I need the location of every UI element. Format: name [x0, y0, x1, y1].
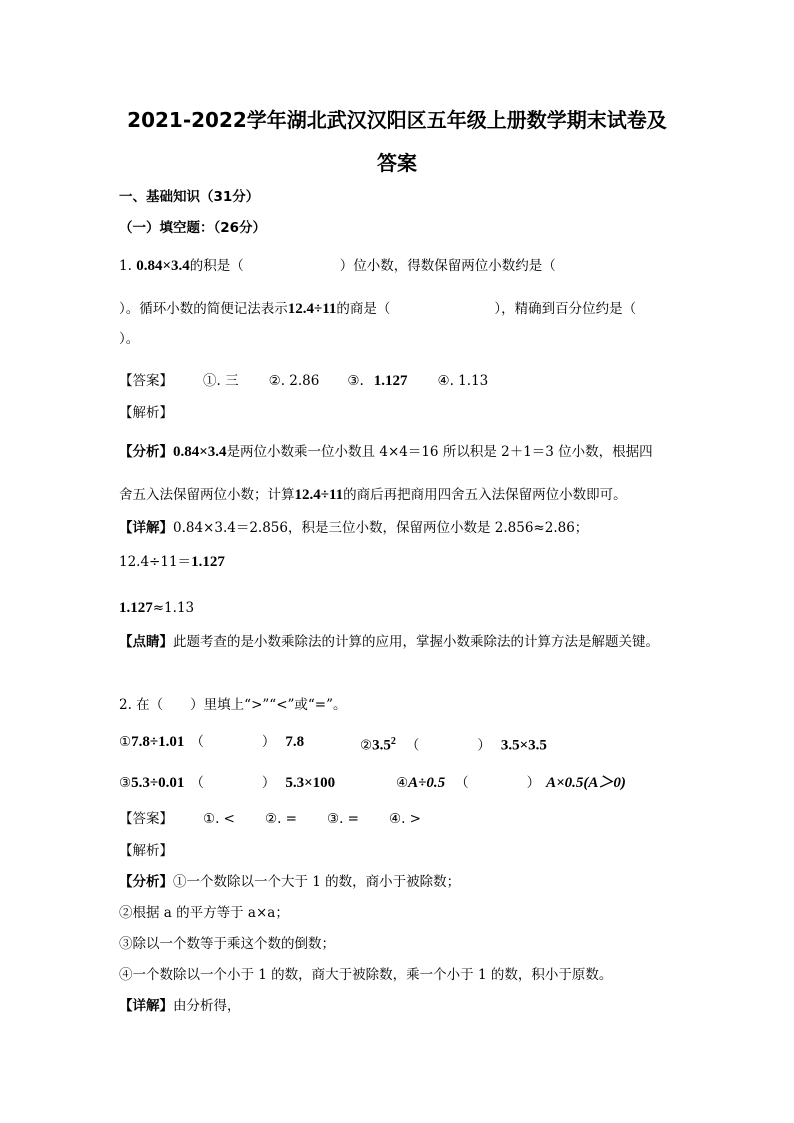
item-number: ④ — [396, 775, 409, 791]
paren: ） — [261, 775, 276, 791]
compare-left: 7.8÷1.01 — [131, 734, 185, 750]
item-number: ③ — [119, 775, 132, 791]
dianjing-label: 【点睛】 — [119, 634, 173, 650]
compare-left: 5.3÷0.01 — [131, 775, 185, 791]
fenxi-text: ①一个数除以一个大于 1 的数，商小于被除数； — [173, 874, 461, 890]
q1-text: ）。循环小数的简便记法表示 — [119, 301, 288, 317]
fenxi-text: 舍五入法保留两位小数；计算 — [119, 487, 295, 503]
q2-analysis-label: 【解析】 — [119, 843, 173, 859]
q1-line1 — [119, 257, 556, 275]
paren: ） — [477, 737, 491, 754]
q1-line2 — [119, 300, 636, 318]
q1-xiangjie-line2 — [119, 553, 225, 571]
fenxi-text: 的商后再把商用四舍五入法保留两位小数即可。 — [343, 487, 627, 503]
q1-expression: 12.4÷11 — [294, 487, 344, 503]
repeating-decimal: 1.127 — [119, 600, 153, 616]
q1-expression: 0.84×3.4 — [136, 258, 190, 274]
page-title: 2021-2022学年湖北武汉汉阳区五年级上册数学期末试卷及 — [127, 108, 667, 132]
q2-compare-row1b — [360, 733, 547, 755]
q1-line3: ）。 — [119, 331, 140, 347]
item-number: ② — [360, 737, 373, 754]
q1-expression: 12.4÷11 — [287, 301, 337, 317]
paren: （ — [190, 734, 204, 750]
compare-left: 3.5 — [372, 737, 391, 754]
answer-item: ④. 1.13 — [437, 373, 489, 389]
q1-answer — [119, 372, 488, 390]
answer-item: ①. 三 — [203, 373, 239, 389]
q1-xiangjie-line3 — [119, 599, 194, 617]
q2-compare-row2 — [119, 774, 335, 792]
answer-item: ③. = — [327, 811, 359, 827]
q2-compare-row1 — [119, 733, 304, 751]
q1-analysis-label: 【解析】 — [119, 405, 173, 421]
q2-fenxi-line2: ②根据 a 的平方等于 a×a； — [119, 905, 289, 921]
paren: （ — [405, 737, 420, 754]
q1-text: 的积是（ — [189, 258, 244, 274]
compare-right: 3.5×3.5 — [500, 737, 547, 754]
item-number: ① — [119, 734, 132, 750]
paren: （ — [190, 775, 204, 791]
q2-compare-row2b — [396, 774, 626, 792]
xiangjie-label: 【详解】 — [119, 520, 173, 536]
q1-text: 的商是（ — [336, 301, 391, 317]
paren: ） — [526, 775, 541, 791]
paren: ） — [261, 734, 276, 750]
repeating-decimal: 1.127 — [373, 373, 408, 389]
compare-right: A×0.5(A＞0) — [546, 775, 626, 791]
fenxi-text: 是两位小数乘一位小数且 4×4＝16 所以积是 2＋1＝3 位小数，根据四 — [226, 444, 653, 460]
xiangjie-label: 【详解】 — [119, 998, 173, 1014]
page-title-line2: 答案 — [377, 151, 417, 175]
subsection-heading: （一）填空题：（26分） — [119, 220, 267, 236]
dianjing-text: 此题考查的是小数乘除法的计算的应用，掌握小数乘除法的计算方法是解题关键。 — [173, 634, 659, 650]
answer-item: ②. = — [265, 811, 297, 827]
exponent: 2 — [390, 736, 396, 747]
answer-item: ③. — [347, 373, 364, 389]
q1-fenxi-line1 — [119, 443, 653, 461]
compare-left: A÷0.5 — [408, 775, 446, 791]
q1-xiangjie-line1 — [119, 519, 588, 537]
compare-right: 7.8 — [285, 734, 305, 750]
answer-item: ②. 2.86 — [268, 373, 320, 389]
repeating-decimal: 1.127 — [191, 554, 225, 570]
q2-fenxi-line1 — [119, 873, 460, 891]
fenxi-label: 【分析】 — [119, 444, 173, 460]
q1-expression: 0.84×3.4 — [173, 444, 227, 460]
q2-fenxi-line4: ④一个数除以一个小于 1 的数，商大于被除数，乘一个小于 1 的数，积小于原数。 — [119, 967, 613, 983]
xiangjie-text: 12.4÷11＝ — [119, 554, 192, 570]
q1-text: ），精确到百分位约是（ — [494, 301, 637, 317]
answer-label: 【答案】 — [119, 811, 173, 827]
q1-text: ）位小数，得数保留两位小数约是（ — [339, 258, 556, 274]
xiangjie-text: 由分析得， — [173, 998, 241, 1014]
answer-item: ①. < — [203, 811, 235, 827]
q1-dianjing — [119, 633, 659, 651]
answer-item: ④. > — [389, 811, 421, 827]
compare-right: 5.3×100 — [285, 775, 336, 791]
section-heading: 一、基础知识（31分） — [119, 189, 260, 205]
fenxi-label: 【分析】 — [119, 874, 173, 890]
xiangjie-text: ≈1.13 — [152, 600, 195, 616]
xiangjie-text: 0.84×3.4＝2.856，积是三位小数，保留两位小数是 2.856≈2.86； — [173, 520, 589, 536]
answer-label: 【答案】 — [119, 373, 173, 389]
q1-number: 1. — [119, 258, 132, 274]
q2-xiangjie — [119, 997, 241, 1015]
q2-stem: 2. 在（ ）里填上“>”“<”或“=”。 — [119, 697, 347, 713]
q1-fenxi-line2 — [119, 486, 627, 504]
q2-fenxi-line3: ③除以一个数等于乘这个数的倒数； — [119, 936, 335, 952]
paren: （ — [455, 775, 469, 791]
q2-answer — [119, 810, 421, 828]
